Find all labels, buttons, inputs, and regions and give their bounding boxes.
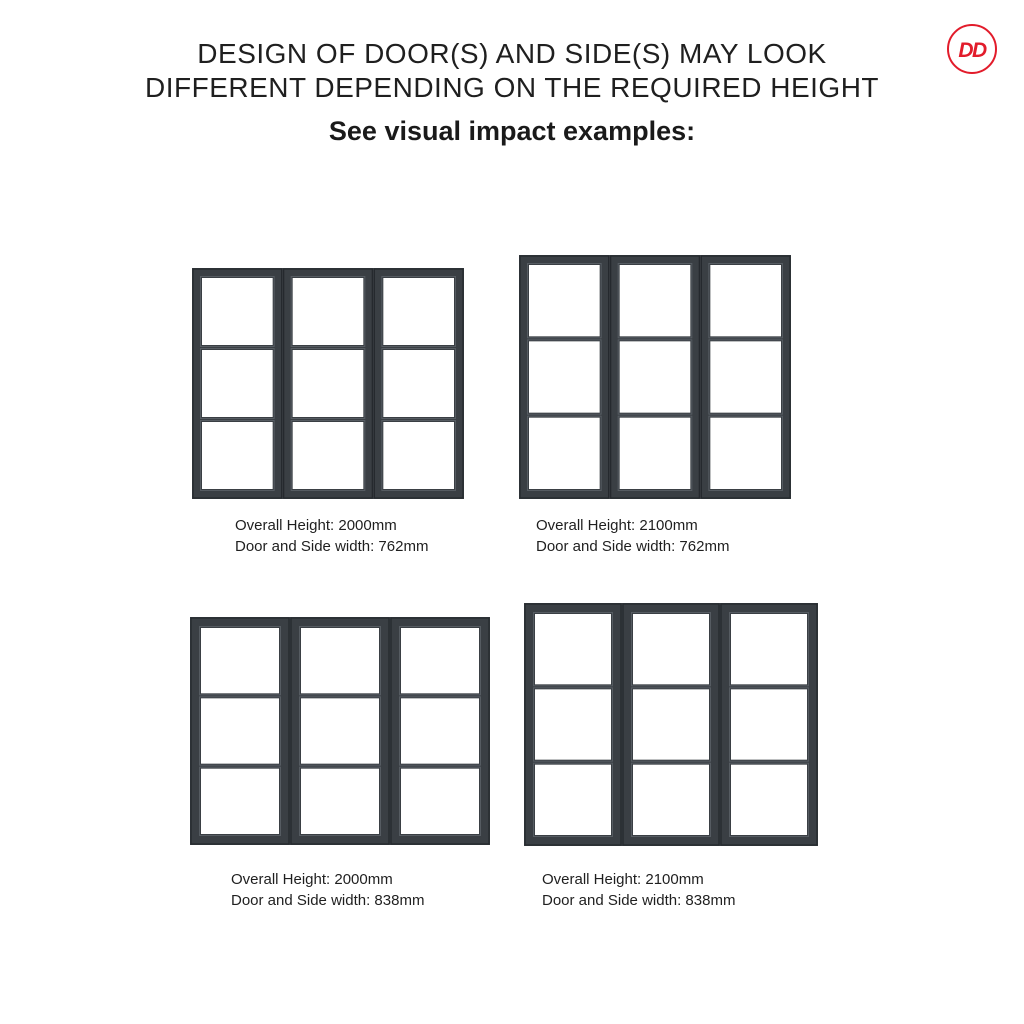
glass-pane (710, 418, 781, 489)
glass-pane (301, 698, 379, 763)
glass-pane (401, 698, 479, 763)
glass-pane (201, 698, 279, 763)
caption-2 (536, 515, 729, 557)
glass-pane (731, 765, 807, 835)
panel-3-1 (191, 618, 289, 844)
door-width-label-2: Door and Side width: 762mm (536, 538, 730, 555)
glass-pane (620, 418, 691, 489)
glass-pane (293, 350, 364, 417)
door-width-label-3: Door and Side width: 838mm (231, 892, 425, 909)
panel-3-2 (291, 618, 389, 844)
overall-height-label-1: Overall Height: 2000mm (235, 517, 397, 534)
panel-2-1 (520, 256, 609, 498)
panel-3-3 (391, 618, 489, 844)
glass-pane (383, 422, 454, 489)
glass-pane (535, 765, 611, 835)
glass-pane (202, 278, 273, 345)
logo-text: DD (958, 39, 986, 62)
panel-2-3 (701, 256, 790, 498)
panel-1-2 (284, 269, 373, 498)
glass-pane (710, 265, 781, 336)
panel-4-2 (623, 604, 719, 845)
glass-pane (535, 689, 611, 759)
glass-pane (201, 628, 279, 693)
glass-pane (731, 689, 807, 759)
brand-logo (947, 24, 997, 74)
door-set-diagram-4 (524, 603, 818, 846)
glass-pane (201, 769, 279, 834)
door-width-label-1: Door and Side width: 762mm (235, 538, 429, 555)
glass-pane (301, 628, 379, 693)
glass-pane (529, 341, 600, 412)
glass-pane (710, 341, 781, 412)
overall-height-label-4: Overall Height: 2100mm (542, 871, 704, 888)
panel-1-3 (374, 269, 463, 498)
glass-pane (202, 350, 273, 417)
glass-pane (731, 614, 807, 684)
glass-pane (401, 769, 479, 834)
glass-pane (383, 350, 454, 417)
glass-pane (383, 278, 454, 345)
glass-pane (202, 422, 273, 489)
overall-height-label-2: Overall Height: 2100mm (536, 517, 698, 534)
door-set-diagram-1 (192, 268, 464, 499)
door-set-diagram-2 (519, 255, 791, 499)
overall-height-label-3: Overall Height: 2000mm (231, 871, 393, 888)
glass-pane (293, 278, 364, 345)
subheading: See visual impact examples: (328, 116, 696, 146)
panel-4-1 (525, 604, 621, 845)
dd-logo-icon (949, 26, 995, 72)
caption-4 (542, 869, 735, 911)
glass-pane (620, 265, 691, 336)
glass-pane (529, 265, 600, 336)
panel-4-3 (721, 604, 817, 845)
glass-pane (301, 769, 379, 834)
glass-pane (633, 689, 709, 759)
heading-line-2: DIFFERENT DEPENDING ON THE REQUIRED HEIGHT (144, 72, 880, 103)
heading-line-1: DESIGN OF DOOR(S) AND SIDE(S) MAY LOOK (197, 38, 827, 69)
glass-pane (620, 341, 691, 412)
glass-pane (293, 422, 364, 489)
glass-pane (633, 765, 709, 835)
panel-2-2 (611, 256, 700, 498)
door-set-diagram-3 (190, 617, 490, 845)
glass-pane (401, 628, 479, 693)
door-width-label-4: Door and Side width: 838mm (542, 892, 736, 909)
glass-pane (535, 614, 611, 684)
glass-pane (529, 418, 600, 489)
caption-1 (235, 515, 428, 557)
caption-3 (231, 869, 424, 911)
panel-1-1 (193, 269, 282, 498)
glass-pane (633, 614, 709, 684)
